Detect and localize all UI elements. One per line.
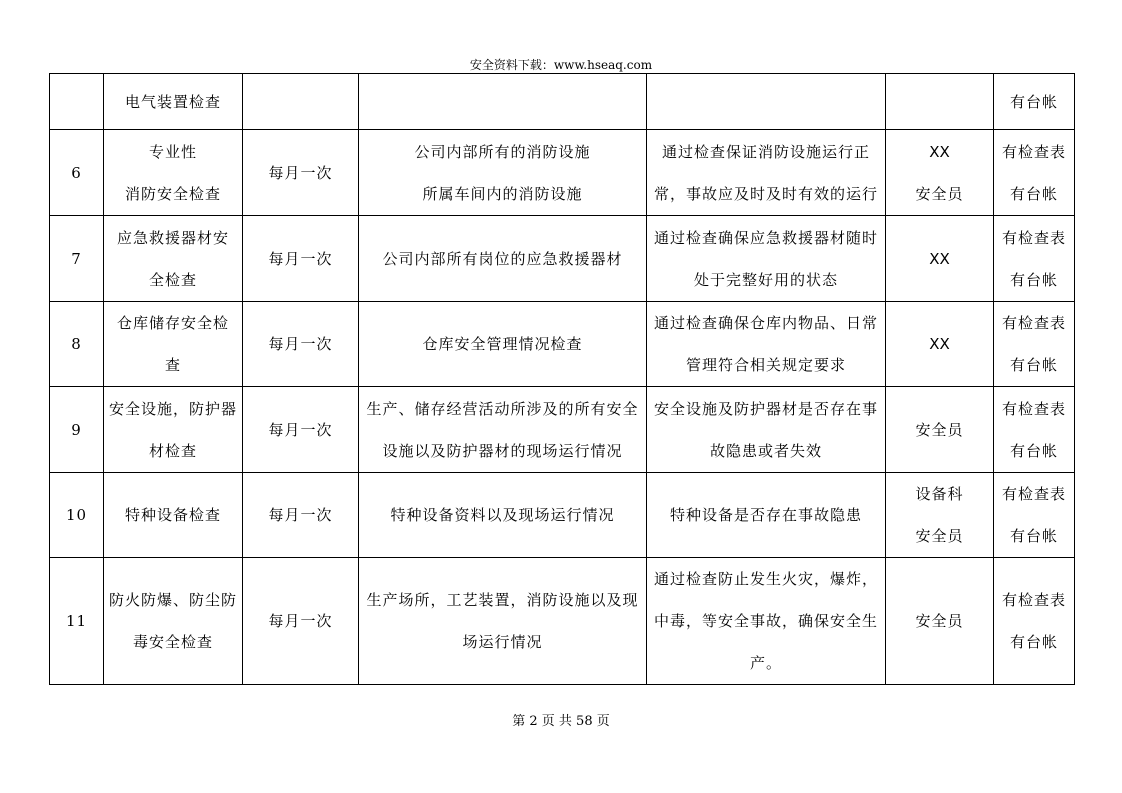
check-purpose-text: 通过检查防止发生火灾，爆炸， xyxy=(653,570,878,588)
row-number-cell: 10 xyxy=(50,473,104,558)
row-number-cell: 7 xyxy=(50,216,104,302)
responsible-party-cell xyxy=(886,387,994,473)
check-scope-text: 生产场所，工艺装置，消防设施以及现 xyxy=(366,591,639,609)
check-scope-cell xyxy=(359,473,647,558)
check-name-cell xyxy=(104,74,243,130)
page-footer: 第 2 页 共 58 页 xyxy=(512,714,610,729)
record-type-cell xyxy=(994,130,1075,216)
responsible-party-text: XX xyxy=(929,142,950,161)
row-number-cell: 8 xyxy=(50,302,104,387)
responsible-party-cell xyxy=(886,302,994,387)
check-scope-text: 生产、储存经营活动所涉及的所有安全 xyxy=(366,399,639,418)
record-type-text: 有台帐 xyxy=(1009,92,1058,111)
page-header: 安全资料下载：www.hseaq.com xyxy=(469,58,653,72)
check-name-cell xyxy=(104,302,243,387)
check-purpose-cell xyxy=(647,387,886,473)
check-frequency-cell: 每月一次 xyxy=(243,473,359,558)
responsible-party-text: 设备科 xyxy=(915,485,964,503)
record-type-text: 有检查表 xyxy=(1001,591,1066,609)
row-number-cell: 11 xyxy=(50,558,104,685)
check-scope-text: 特种设备资料以及现场运行情况 xyxy=(390,506,615,524)
table-row xyxy=(50,558,1075,685)
record-type-text: 有台帐 xyxy=(1009,184,1058,203)
check-purpose-text: 安全设施及防护器材是否存在事 xyxy=(653,399,878,418)
check-scope-cell xyxy=(359,130,647,216)
check-scope-text: 所属车间内的消防设施 xyxy=(422,184,583,203)
check-scope-cell xyxy=(359,302,647,387)
check-purpose-cell xyxy=(647,302,886,387)
check-scope-text: 设施以及防护器材的现场运行情况 xyxy=(382,441,623,460)
check-purpose-text: 通过检查保证消防设施运行正 xyxy=(661,142,870,161)
check-frequency-cell: 每月一次 xyxy=(243,216,359,302)
responsible-party-text: XX xyxy=(929,335,950,353)
check-scope-text: 仓库安全管理情况检查 xyxy=(422,335,583,353)
responsible-party-cell xyxy=(886,473,994,558)
row-number-cell xyxy=(50,74,104,130)
record-type-text: 有检查表 xyxy=(1001,142,1066,161)
check-name-text: 特种设备检查 xyxy=(124,506,221,524)
check-purpose-cell xyxy=(647,130,886,216)
table-row xyxy=(50,74,1075,130)
check-purpose-cell xyxy=(647,216,886,302)
record-type-text: 有检查表 xyxy=(1001,228,1066,247)
check-purpose-text: 产。 xyxy=(749,654,782,672)
record-type-cell xyxy=(994,387,1075,473)
responsible-party-text: XX xyxy=(929,249,950,268)
check-purpose-text: 通过检查确保应急救援器材随时 xyxy=(653,228,878,247)
responsible-party-cell xyxy=(886,558,994,685)
check-name-cell xyxy=(104,130,243,216)
table-row xyxy=(50,216,1075,302)
responsible-party-cell xyxy=(886,216,994,302)
table-row xyxy=(50,473,1075,558)
check-purpose-text: 管理符合相关规定要求 xyxy=(685,356,846,374)
check-purpose-text: 中毒，等安全事故，确保安全生 xyxy=(653,612,878,630)
record-type-text: 有台帐 xyxy=(1009,527,1058,545)
check-scope-cell xyxy=(359,216,647,302)
row-number-cell: 9 xyxy=(50,387,104,473)
check-name-text: 仓库储存安全检 xyxy=(116,314,229,332)
check-name-text: 材检查 xyxy=(148,441,197,460)
check-purpose-text: 通过检查确保仓库内物品、日常 xyxy=(653,314,878,332)
check-purpose-text: 特种设备是否存在事故隐患 xyxy=(669,506,862,524)
check-name-text: 全检查 xyxy=(148,270,197,289)
check-scope-text: 公司内部所有岗位的应急救援器材 xyxy=(382,249,623,268)
responsible-party-cell xyxy=(886,74,994,130)
check-name-cell xyxy=(104,216,243,302)
record-type-text: 有检查表 xyxy=(1001,399,1066,418)
record-type-cell xyxy=(994,216,1075,302)
check-name-text: 电气装置检查 xyxy=(124,92,221,111)
record-type-text: 有台帐 xyxy=(1009,356,1058,374)
record-type-text: 有台帐 xyxy=(1009,270,1058,289)
record-type-cell xyxy=(994,302,1075,387)
check-name-cell xyxy=(104,558,243,685)
check-name-text: 消防安全检查 xyxy=(124,184,221,203)
check-purpose-text: 故隐患或者失效 xyxy=(709,441,822,460)
responsible-party-text: 安全员 xyxy=(915,420,964,439)
check-frequency-cell xyxy=(243,74,359,130)
check-frequency-cell: 每月一次 xyxy=(243,387,359,473)
responsible-party-text: 安全员 xyxy=(915,184,964,203)
check-purpose-cell xyxy=(647,74,886,130)
check-scope-cell xyxy=(359,558,647,685)
check-scope-text: 公司内部所有的消防设施 xyxy=(414,142,591,161)
check-purpose-cell xyxy=(647,473,886,558)
record-type-text: 有台帐 xyxy=(1009,441,1058,460)
check-scope-cell xyxy=(359,74,647,130)
check-name-cell xyxy=(104,473,243,558)
check-name-text: 查 xyxy=(164,356,181,374)
check-name-text: 应急救援器材安 xyxy=(116,228,229,247)
record-type-text: 有检查表 xyxy=(1001,314,1066,332)
inspection-table xyxy=(49,73,1075,685)
record-type-cell xyxy=(994,558,1075,685)
check-name-cell xyxy=(104,387,243,473)
check-purpose-text: 处于完整好用的状态 xyxy=(693,270,838,289)
table-row xyxy=(50,387,1075,473)
check-scope-cell xyxy=(359,387,647,473)
check-frequency-cell: 每月一次 xyxy=(243,130,359,216)
check-name-text: 安全设施，防护器 xyxy=(108,399,237,418)
responsible-party-text: 安全员 xyxy=(915,612,964,630)
responsible-party-text: 安全员 xyxy=(915,527,964,545)
record-type-cell xyxy=(994,473,1075,558)
record-type-text: 有台帐 xyxy=(1009,633,1058,651)
record-type-text: 有检查表 xyxy=(1001,485,1066,503)
check-name-text: 防火防爆、防尘防 xyxy=(108,591,237,609)
check-name-text: 毒安全检查 xyxy=(132,633,213,651)
check-purpose-text: 常，事故应及时及时有效的运行 xyxy=(653,184,878,203)
check-scope-text: 场运行情况 xyxy=(462,633,543,651)
table-row xyxy=(50,130,1075,216)
check-frequency-cell: 每月一次 xyxy=(243,302,359,387)
check-name-text: 专业性 xyxy=(148,142,197,161)
row-number-cell: 6 xyxy=(50,130,104,216)
record-type-cell xyxy=(994,74,1075,130)
responsible-party-cell xyxy=(886,130,994,216)
check-purpose-cell xyxy=(647,558,886,685)
table-row xyxy=(50,302,1075,387)
check-frequency-cell: 每月一次 xyxy=(243,558,359,685)
